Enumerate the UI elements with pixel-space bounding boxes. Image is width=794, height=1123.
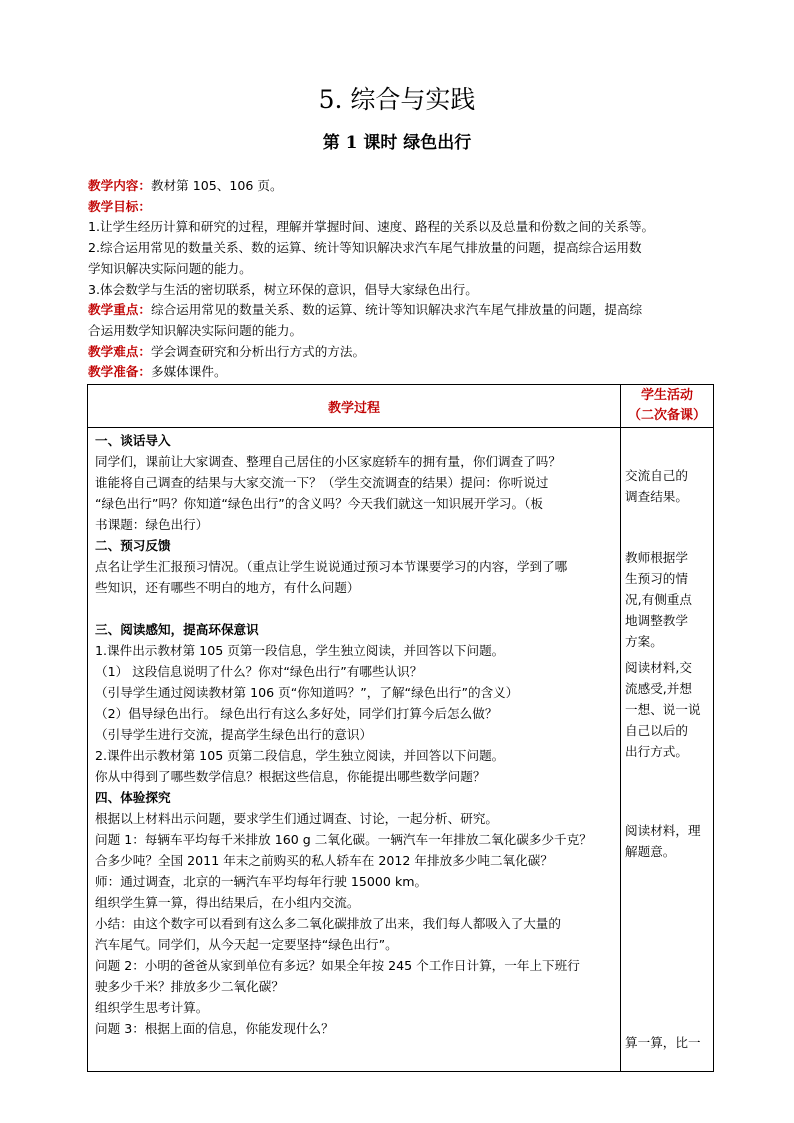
- section-heading: 三、阅读感知，提高环保意识: [95, 622, 259, 637]
- note-line: 阅读材料,交: [625, 660, 692, 675]
- header-side-line: （二次备课）: [627, 408, 706, 423]
- intro-text: 学知识解决实际问题的能力。: [88, 260, 252, 276]
- process-line: （引导学生进行交流，提高学生绿色出行的意识）: [95, 727, 373, 742]
- process-line: 问题 1：每辆车平均每千米排放 160 g 二氧化碳。一辆汽车一年排放二氧化碳多少千克？: [95, 832, 592, 847]
- process-line: 2.课件出示教材第 105 页第二段信息，学生独立阅读，并回答以下问题。: [95, 748, 505, 763]
- student-activity-note: [625, 547, 709, 652]
- intro-text: 1.让学生经历计算和研究的过程，理解并掌握时间、速度、路程的关系以及总量和份数之间的关系等。: [88, 219, 655, 235]
- table-body-row: [88, 428, 714, 1072]
- process-line: [95, 598, 617, 619]
- intro-label: 教学目标：: [88, 198, 151, 214]
- intro-label: 教学内容：: [88, 178, 151, 193]
- teaching-process-cell: [88, 428, 621, 1072]
- intro-text: 多媒体课件。: [150, 364, 227, 380]
- process-line: 组织学生思考计算。: [95, 1000, 209, 1015]
- intro-line: [88, 259, 712, 280]
- intro-text: 2.综合运用常见的数量关系、数的运算、统计等知识解决求汽车尾气排放量的问题，提高综合运用数: [88, 240, 642, 256]
- process-line: 师：通过调查，北京的一辆汽车平均每年行驶 15000 km。: [95, 874, 428, 889]
- process-line: （1） 这段信息说明了什么？你对“绿色出行”有哪些认识？: [95, 664, 423, 679]
- teaching-intro: [88, 176, 712, 383]
- note-line: 流感受,并想: [625, 681, 692, 696]
- student-activity-note: [625, 465, 709, 507]
- intro-line: [88, 362, 712, 383]
- note-line: 方案。: [625, 634, 663, 649]
- process-line: （引导学生通过阅读教材第 106 页“你知道吗？”，了解“绿色出行”的含义）: [95, 685, 519, 700]
- process-line: 问题 2：小明的爸爸从家到单位有多远？如果全年按 245 个工作日计算，一年上下班行: [95, 958, 580, 973]
- intro-line: [88, 300, 712, 321]
- note-line: 自己以后的: [625, 723, 688, 738]
- intro-text: 教材第 105、106 页。: [150, 178, 283, 193]
- note-line: 地调整教学: [625, 613, 688, 628]
- intro-line: [88, 342, 712, 363]
- lesson-table: [87, 384, 714, 1072]
- process-line: 问题 3：根据上面的信息，你能发现什么？: [95, 1021, 334, 1036]
- intro-line: [88, 217, 712, 238]
- intro-text: 3.体会数学与生活的密切联系，树立环保的意识，倡导大家绿色出行。: [88, 281, 478, 297]
- note-line: 教师根据学: [625, 550, 688, 565]
- student-activity-note: [625, 820, 709, 862]
- header-student-activity: [621, 385, 714, 428]
- note-line: 生预习的情: [625, 571, 688, 586]
- student-activity-cell: [621, 428, 714, 1072]
- table-header-row: [88, 385, 714, 428]
- process-line: 根据以上材料出示问题，要求学生们通过调查、讨论，一起分析、研究。: [95, 811, 498, 826]
- student-activity-note: [625, 1032, 709, 1053]
- process-line: 组织学生算一算，得出结果后，在小组内交流。: [95, 895, 360, 910]
- process-line: 你从中得到了哪些数学信息？根据这些信息，你能提出哪些数学问题？: [95, 769, 486, 784]
- note-line: 出行方式。: [625, 744, 688, 759]
- process-line: 合多少吨？全国 2011 年末之前购买的私人轿车在 2012 年排放多少吨二氧化碳？: [95, 853, 553, 868]
- intro-line: [88, 197, 712, 218]
- process-line: 同学们，课前让大家调查、整理自己居住的小区家庭轿车的拥有量，你们调查了吗？: [95, 454, 561, 469]
- intro-text: 学会调查研究和分析出行方式的方法。: [150, 343, 366, 359]
- process-line: “绿色出行”吗？你知道“绿色出行”的含义吗？今天我们就这一知识展开学习。（板: [95, 496, 543, 511]
- student-activity-note: [625, 657, 709, 762]
- process-line: 驶多少千米？排放多少二氧化碳？: [95, 979, 284, 994]
- intro-text: 综合运用常见的数量关系、数的运算、统计等知识解决求汽车尾气排放量的问题，提高综: [150, 302, 643, 318]
- intro-label: 教学难点：: [88, 343, 151, 359]
- note-line: 算一算，比一: [625, 1035, 701, 1050]
- section-heading: 二、预习反馈: [95, 538, 171, 553]
- intro-text: 合运用数学知识解决实际问题的能力。: [88, 322, 303, 338]
- process-line: 些知识，还有哪些不明白的地方，有什么问题）: [95, 580, 360, 595]
- process-line: 书课题：绿色出行）: [95, 517, 209, 532]
- process-line: （2）倡导绿色出行。 绿色出行有这么多好处，同学们打算今后怎么做？: [95, 706, 498, 721]
- process-line: 1.课件出示教材第 105 页第一段信息，学生独立阅读，并回答以下问题。: [95, 643, 505, 658]
- note-line: 况,有侧重点: [625, 592, 692, 607]
- intro-line: [88, 321, 712, 342]
- lesson-subtitle: 第 1 课时 绿色出行: [322, 133, 472, 153]
- header-side-line: 学生活动: [640, 388, 693, 403]
- note-line: 一想、说一说: [625, 702, 701, 717]
- note-line: 解题意。: [625, 844, 676, 859]
- process-line: 汽车尾气。同学们，从今天起一定要坚持“绿色出行”。: [95, 937, 398, 952]
- intro-line: [88, 238, 712, 259]
- process-line: 小结：由这个数字可以看到有这么多二氧化碳排放了出来，我们每人都吸入了大量的: [95, 916, 561, 931]
- header-teaching-process: 教学过程: [88, 385, 621, 428]
- process-line: 谁能将自己调查的结果与大家交流一下？（学生交流调查的结果）提问：你听说过: [95, 475, 549, 490]
- section-heading: 四、体验探究: [95, 790, 171, 805]
- intro-label: 教学重点：: [88, 302, 151, 318]
- intro-line: [88, 176, 712, 197]
- section-heading: 一、谈话导入: [95, 433, 171, 448]
- page-title: 5. 综合与实践: [318, 85, 476, 114]
- intro-line: [88, 280, 712, 301]
- process-line: 点名让学生汇报预习情况。（重点让学生说说通过预习本节课要学习的内容，学到了哪: [95, 559, 568, 574]
- note-line: 交流自己的: [625, 468, 688, 483]
- note-line: 阅读材料，理: [625, 823, 701, 838]
- intro-label: 教学准备：: [88, 364, 151, 380]
- note-line: 调查结果。: [625, 489, 688, 504]
